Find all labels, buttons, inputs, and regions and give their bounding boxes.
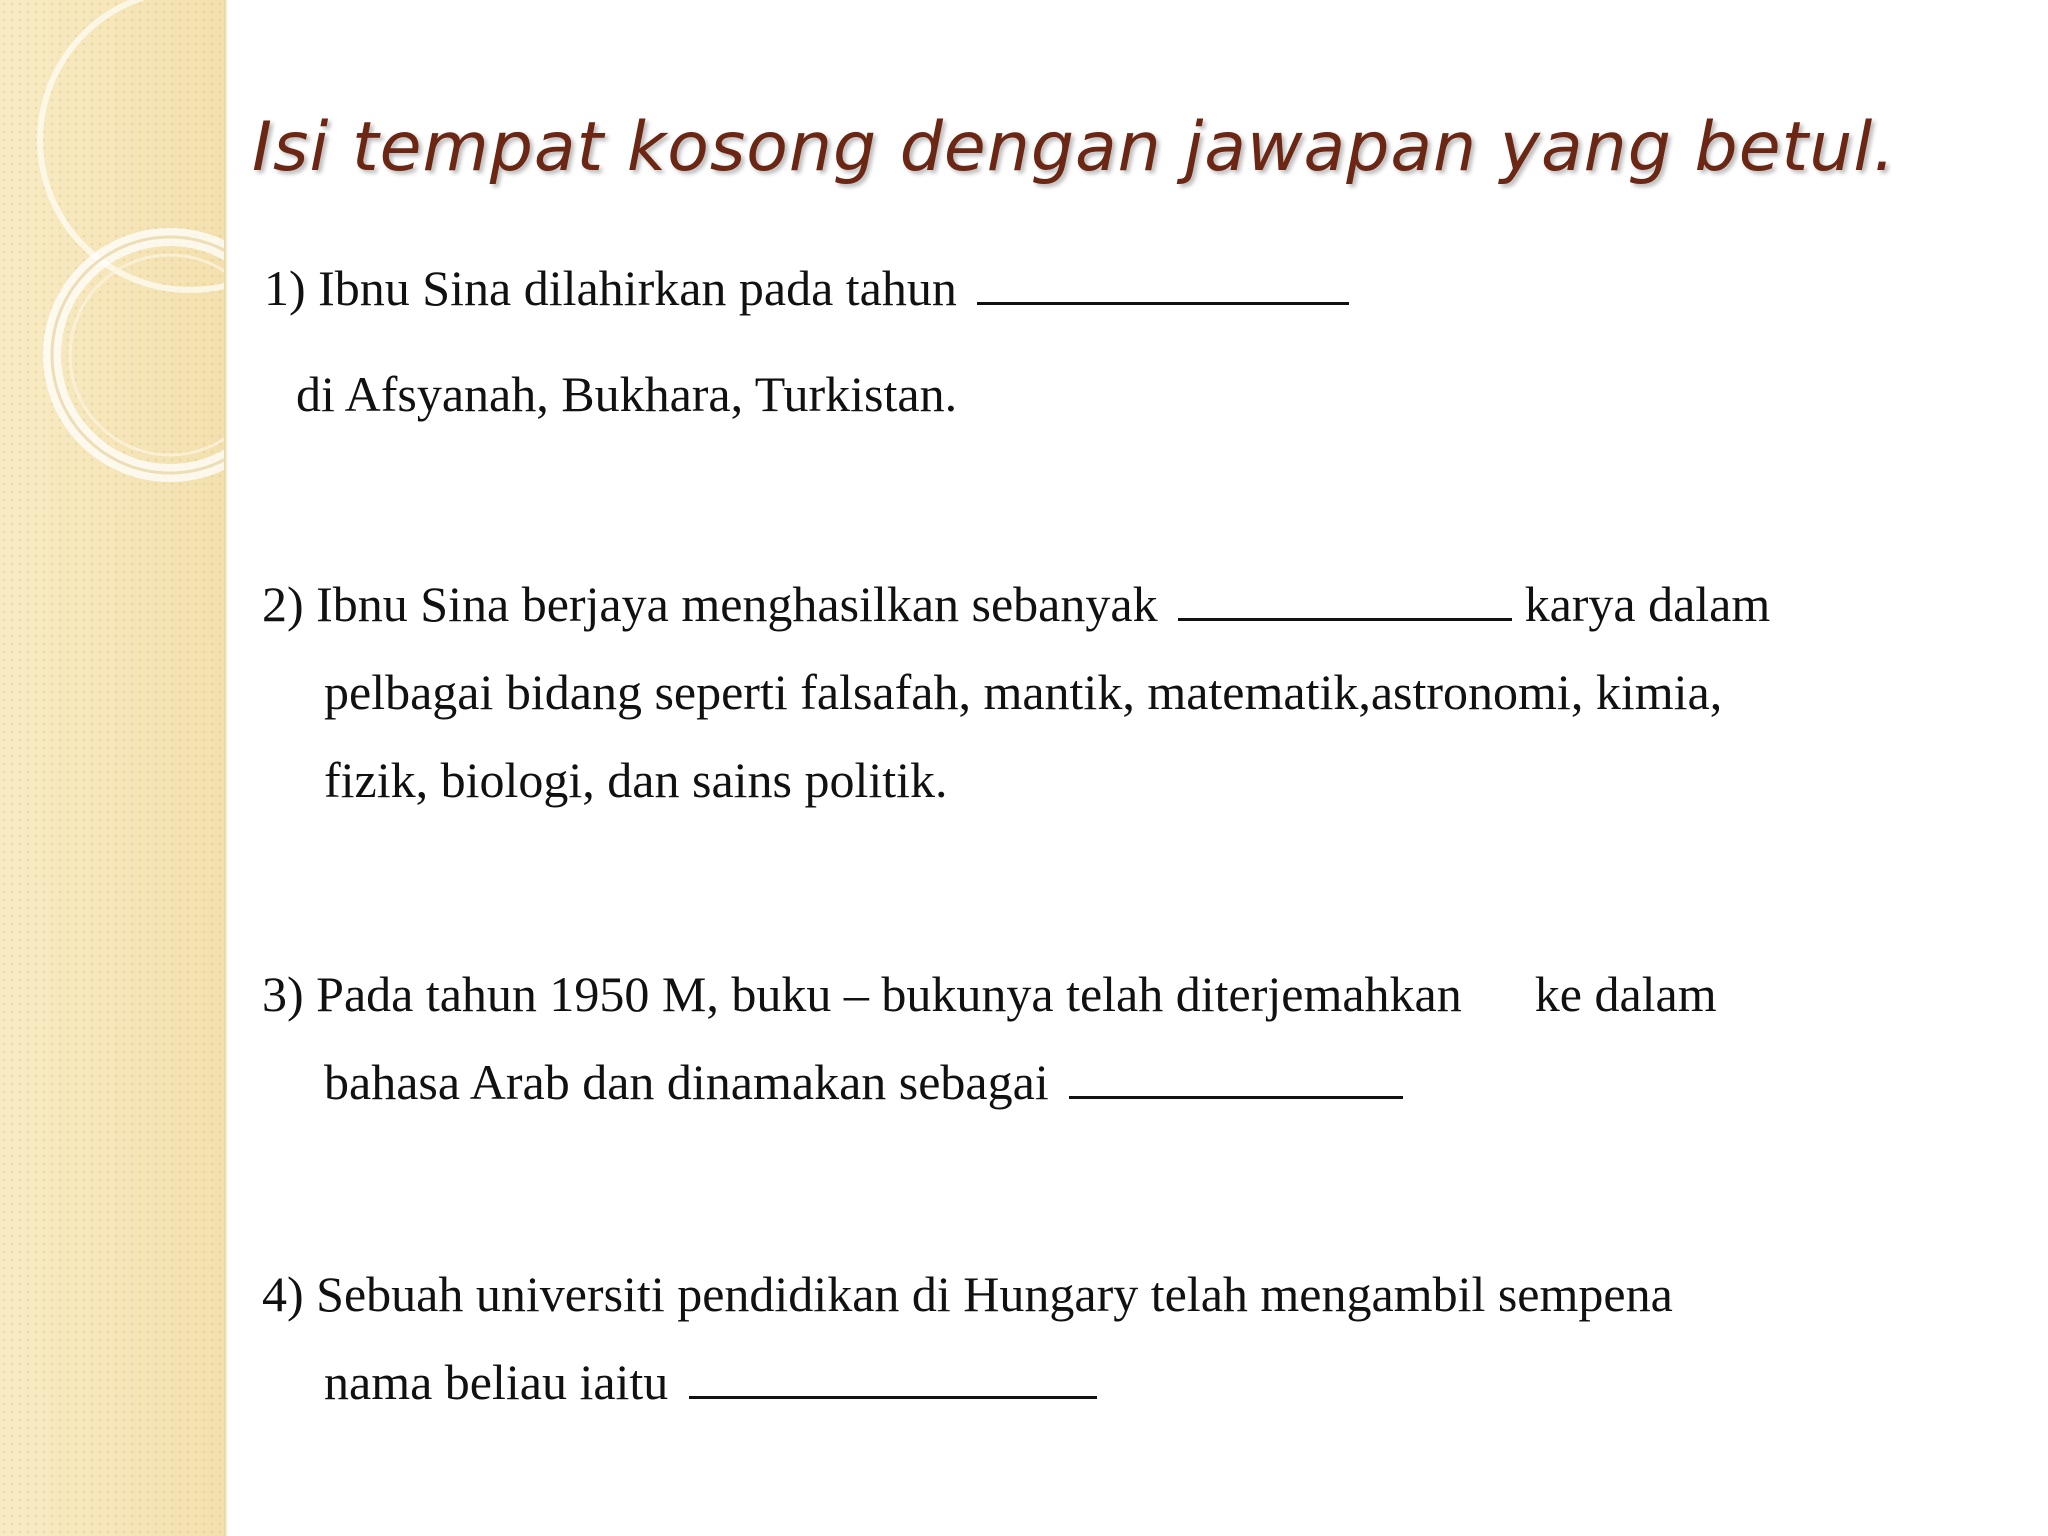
answer-blank[interactable] bbox=[689, 1344, 1097, 1399]
question-number: 1) bbox=[264, 260, 306, 316]
question-2 bbox=[262, 560, 1770, 648]
question-text: karya dalam bbox=[1524, 576, 1771, 632]
question-text: pelbagai bidang seperti falsafah, mantik, matematik,astronomi, kimia, bbox=[324, 664, 1723, 720]
question-number: 3) bbox=[262, 966, 304, 1022]
panel-edge bbox=[224, 0, 228, 1536]
question-4-line-2 bbox=[324, 1338, 1097, 1426]
question-number: 4) bbox=[262, 1266, 304, 1322]
question-1 bbox=[264, 244, 1349, 332]
question-text: Sebuah universiti pendidikan di Hungary telah mengambil sempena bbox=[316, 1266, 1673, 1322]
question-text: nama beliau iaitu bbox=[324, 1354, 669, 1410]
question-text: fizik, biologi, dan sains politik. bbox=[324, 752, 948, 808]
question-text: Ibnu Sina berjaya menghasilkan sebanyak bbox=[316, 576, 1158, 632]
question-text: bahasa Arab dan dinamakan sebagai bbox=[324, 1054, 1049, 1110]
question-text: ke dalam bbox=[1534, 966, 1717, 1022]
slide-title: Isi tempat kosong dengan jawapan yang betul. bbox=[252, 108, 1896, 187]
question-text: di Afsyanah, Bukhara, Turkistan. bbox=[296, 366, 958, 422]
question-text: Ibnu Sina dilahirkan pada tahun bbox=[318, 260, 957, 316]
question-3 bbox=[262, 950, 1717, 1038]
question-4 bbox=[262, 1250, 1673, 1338]
answer-blank[interactable] bbox=[1069, 1044, 1403, 1099]
answer-blank[interactable] bbox=[1178, 566, 1512, 621]
question-2-line-3 bbox=[324, 736, 948, 824]
question-2-line-2 bbox=[324, 648, 1722, 736]
question-number: 2) bbox=[262, 576, 304, 632]
decorative-side-panel bbox=[0, 0, 226, 1536]
question-3-line-2 bbox=[324, 1038, 1403, 1126]
decorative-rings bbox=[0, 0, 226, 520]
question-text: Pada tahun 1950 M, buku – bukunya telah diterjemahkan bbox=[316, 966, 1462, 1022]
question-1-line-2 bbox=[296, 350, 957, 438]
answer-blank[interactable] bbox=[977, 250, 1349, 305]
